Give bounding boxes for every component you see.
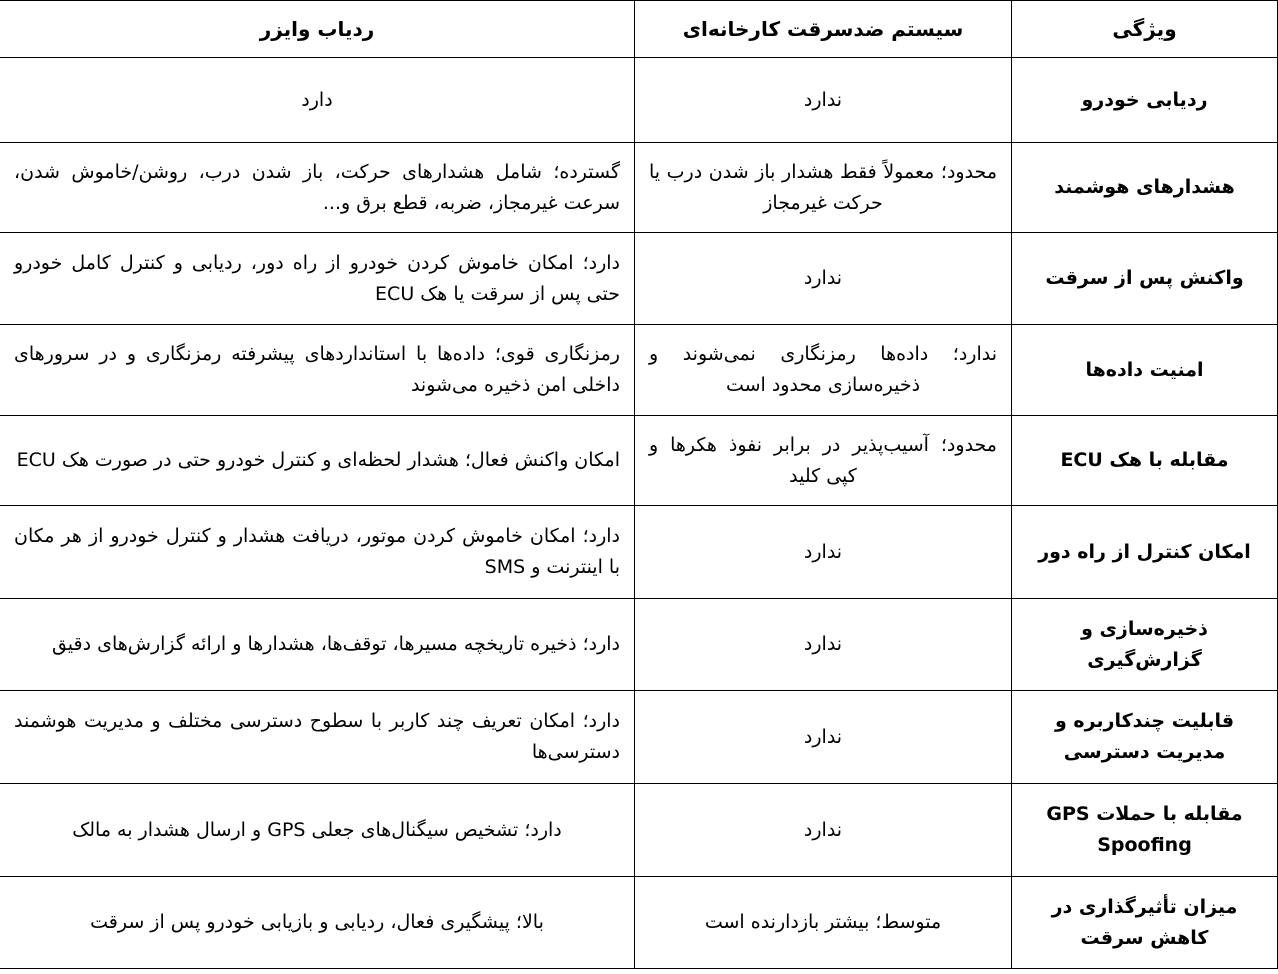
row-factory-value: ندارد	[635, 784, 1012, 877]
row-feature-label: امکان کنترل از راه دور	[1012, 506, 1278, 599]
table-row	[0, 325, 1278, 416]
row-factory-value: ندارد	[635, 233, 1012, 325]
table-row	[0, 691, 1278, 784]
row-tracker-value: دارد؛ ذخیره تاریخچه مسیرها، توقف‌ها، هشدارها و ارائه گزارش‌های دقیق	[0, 599, 635, 691]
row-feature-label: واکنش پس از سرقت	[1012, 233, 1278, 325]
row-factory-value: محدود؛ معمولاً فقط هشدار باز شدن درب یا حرکت غیرمجاز	[635, 143, 1012, 233]
row-factory-value: ندارد	[635, 691, 1012, 784]
row-tracker-value: گسترده؛ شامل هشدارهای حرکت، باز شدن درب، روشن/خاموش شدن، سرعت غیرمجاز، ضربه، قطع برق و...	[0, 143, 635, 233]
row-feature-label: ذخیره‌سازی و گزارش‌گیری	[1012, 599, 1278, 691]
row-factory-value: متوسط؛ بیشتر بازدارنده است	[635, 877, 1012, 969]
row-feature-label: هشدارهای هوشمند	[1012, 143, 1278, 233]
table-header-row	[0, 1, 1278, 58]
table-row	[0, 506, 1278, 599]
table-row	[0, 877, 1278, 969]
row-factory-value: محدود؛ آسیب‌پذیر در برابر نفوذ هکرها و کپی کلید	[635, 416, 1012, 506]
table-row	[0, 143, 1278, 233]
row-tracker-value: امکان واکنش فعال؛ هشدار لحظه‌ای و کنترل خودرو حتی در صورت هک ECU	[0, 416, 635, 506]
column-header-wiser-tracker: ردیاب وایزر	[0, 1, 635, 58]
row-factory-value: ندارد	[635, 506, 1012, 599]
row-tracker-value: دارد؛ امکان تعریف چند کاربر با سطوح دسترسی مختلف و مدیریت هوشمند دسترسی‌ها	[0, 691, 635, 784]
row-tracker-value: دارد	[0, 58, 635, 143]
row-factory-value: ندارد؛ داده‌ها رمزنگاری نمی‌شوند و ذخیره‌سازی محدود است	[635, 325, 1012, 416]
row-feature-label: میزان تأثیرگذاری در کاهش سرقت	[1012, 877, 1278, 969]
row-feature-label: امنیت داده‌ها	[1012, 325, 1278, 416]
table-row	[0, 784, 1278, 877]
table-row	[0, 58, 1278, 143]
row-tracker-value: دارد؛ امکان خاموش کردن موتور، دریافت هشدار و کنترل خودرو از هر مکان با اینترنت و SMS	[0, 506, 635, 599]
table-body	[0, 58, 1278, 969]
table-row	[0, 416, 1278, 506]
column-header-factory-system: سیستم ضدسرقت کارخانه‌ای	[635, 1, 1012, 58]
row-factory-value: ندارد	[635, 58, 1012, 143]
row-tracker-value: رمزنگاری قوی؛ داده‌ها با استانداردهای پیشرفته رمزنگاری و در سرورهای داخلی امن ذخیره می‌شوند	[0, 325, 635, 416]
row-feature-label: ردیابی خودرو	[1012, 58, 1278, 143]
row-factory-value: ندارد	[635, 599, 1012, 691]
table-row	[0, 233, 1278, 325]
row-feature-label: مقابله با حملات GPS Spoofing	[1012, 784, 1278, 877]
row-tracker-value: بالا؛ پیشگیری فعال، ردیابی و بازیابی خودرو پس از سرقت	[0, 877, 635, 969]
table-header	[0, 1, 1278, 58]
row-tracker-value: دارد؛ امکان خاموش کردن خودرو از راه دور، ردیابی و کنترل کامل خودرو حتی پس از سرقت یا هک ECU	[0, 233, 635, 325]
row-tracker-value: دارد؛ تشخیص سیگنال‌های جعلی GPS و ارسال هشدار به مالک	[0, 784, 635, 877]
row-feature-label: مقابله با هک ECU	[1012, 416, 1278, 506]
table-row	[0, 599, 1278, 691]
row-feature-label: قابلیت چندکاربره و مدیریت دسترسی	[1012, 691, 1278, 784]
column-header-feature: ویژگی	[1012, 1, 1278, 58]
